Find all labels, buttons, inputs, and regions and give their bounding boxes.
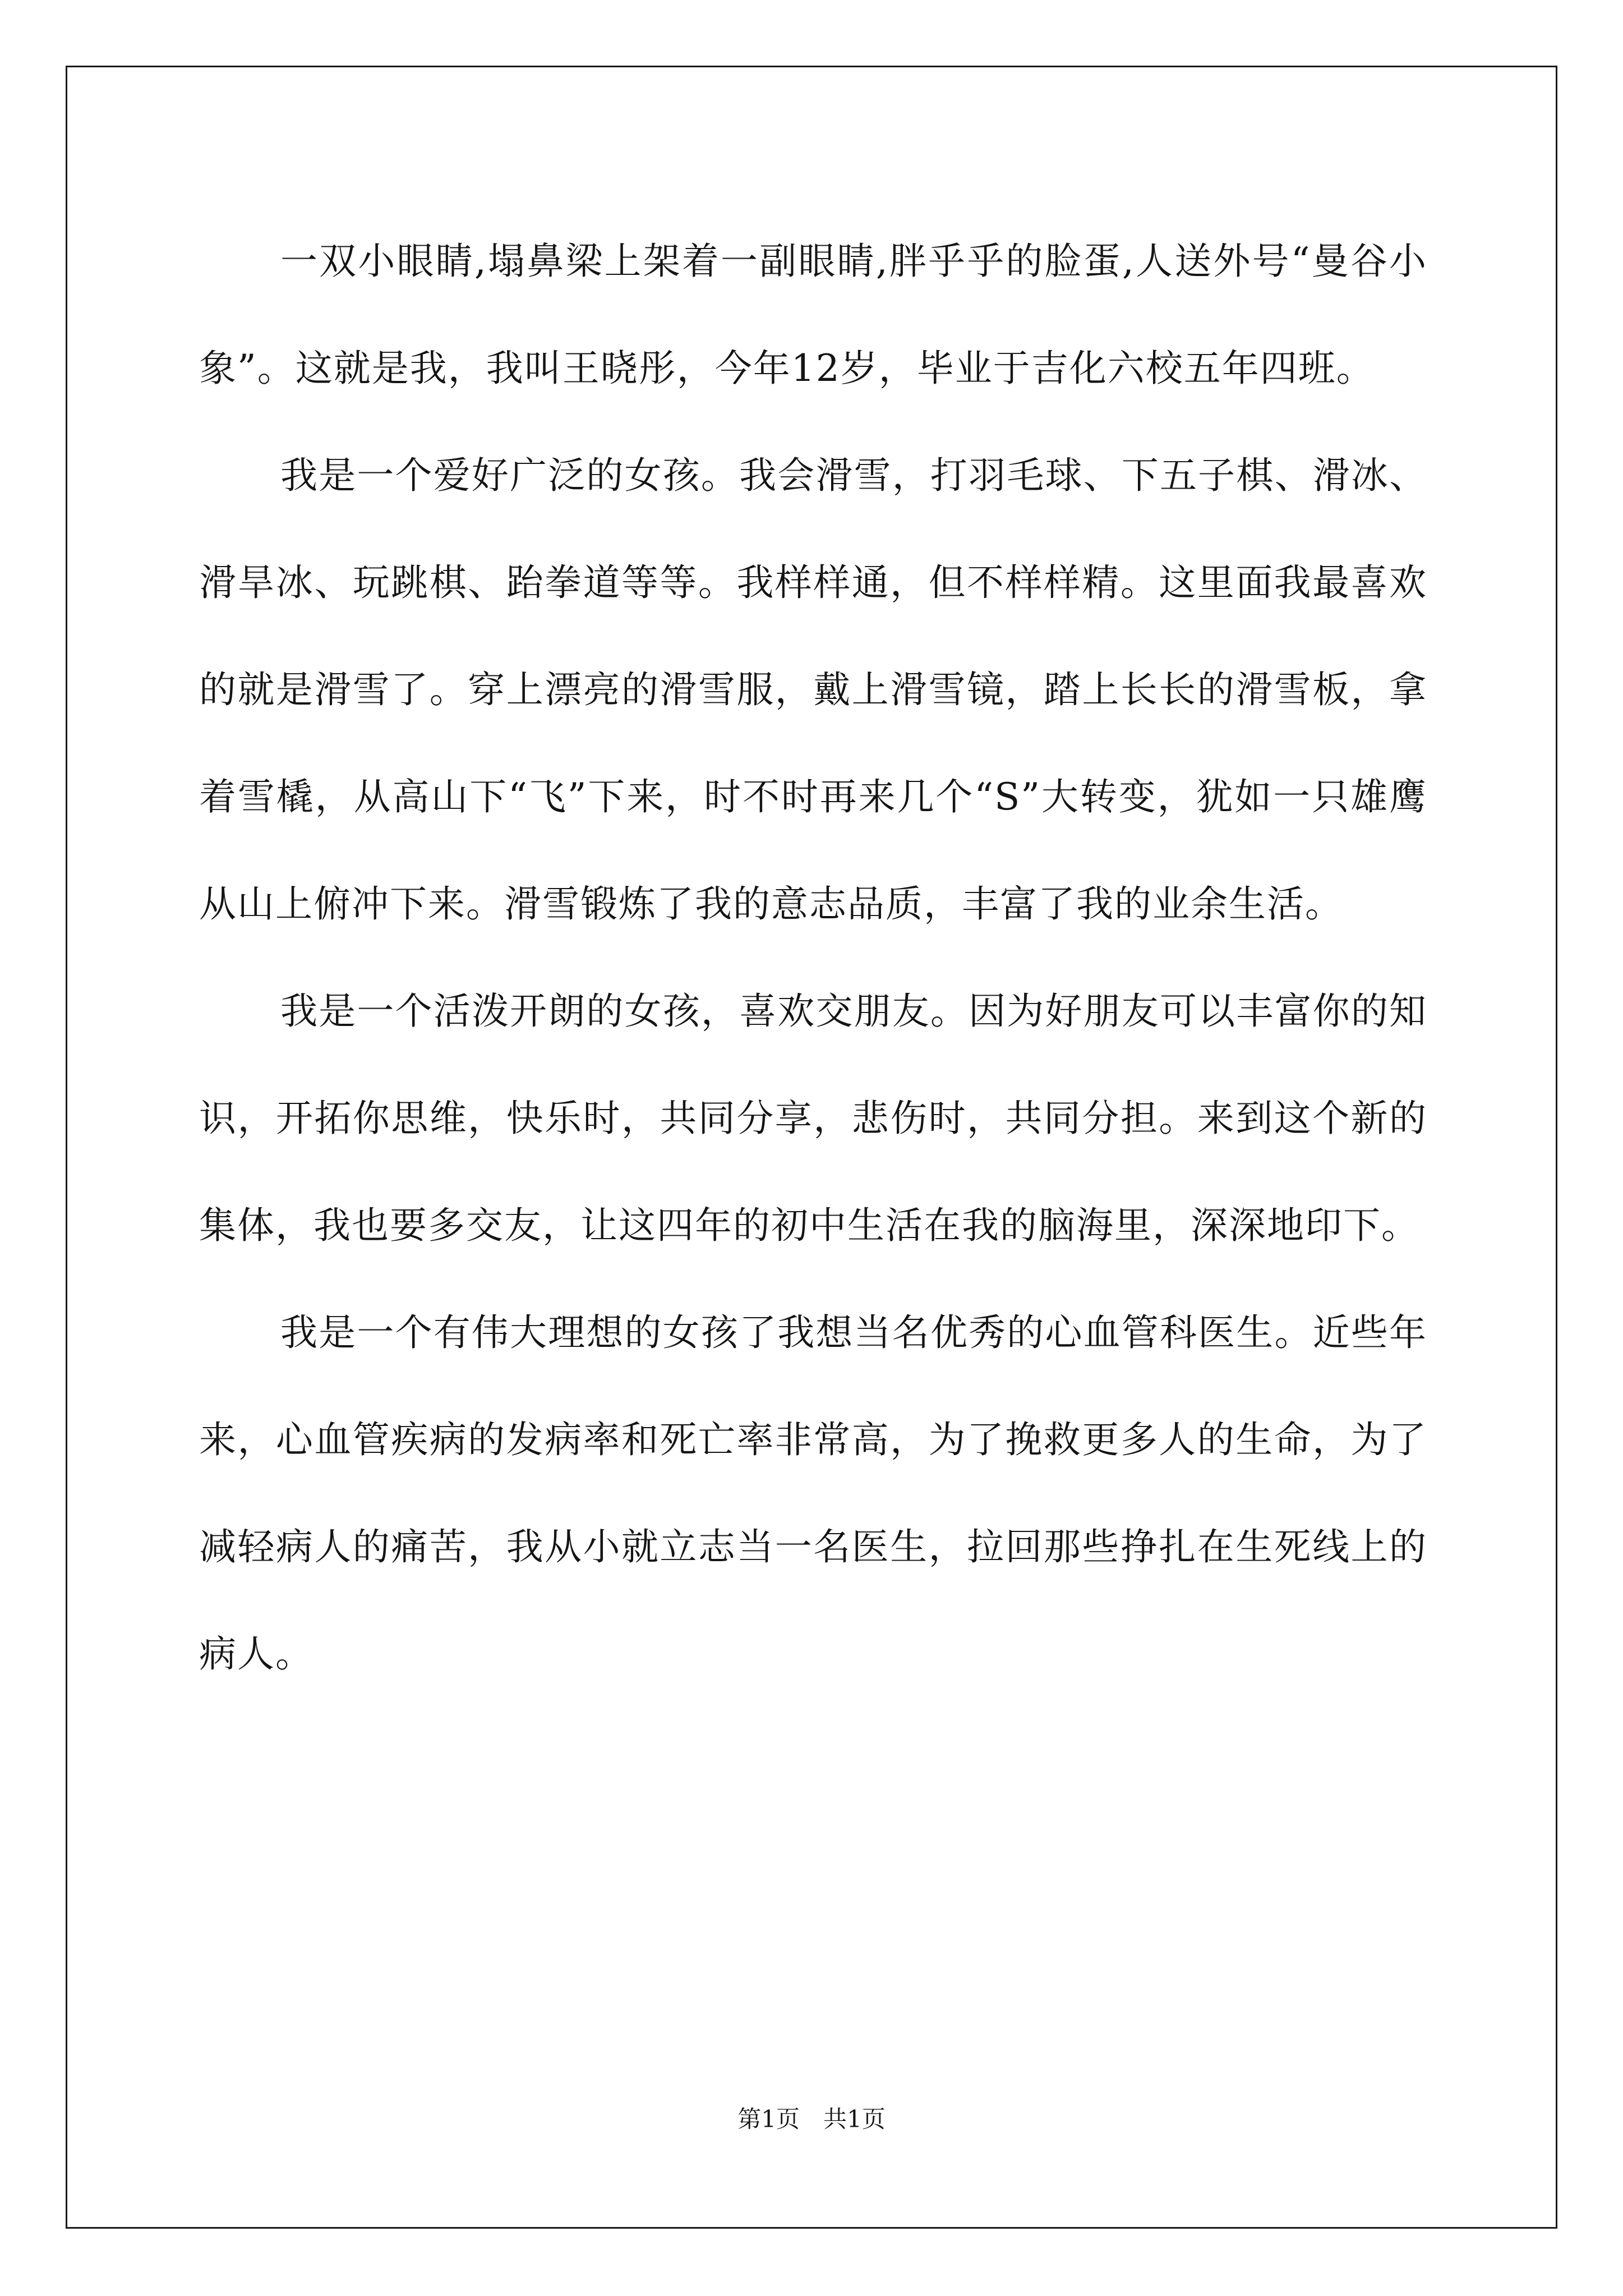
paragraph-hobbies: 我是一个爱好广泛的女孩。我会滑雪，打羽毛球、下五子棋、滑冰、滑旱冰、玩跳棋、跆拳道等等。我样样通，但不样样精。这里面我最喜欢的就是滑雪了。穿上漂亮的滑雪服，戴上滑雪镜，踏上长长的滑雪板，拿着雪橇，从高山下“飞”下来，时不时再来几个“S”大转变，犹如一只雄鹰从山上俯冲下来。滑雪锻炼了我的意志品质，丰富了我的业余生活。 [199, 454, 1427, 926]
paragraph-ambition: 我是一个有伟大理想的女孩了我想当名优秀的心血管科医生。近些年来，心血管疾病的发病率和死亡率非常高，为了挽救更多人的生命，为了减轻病人的痛苦，我从小就立志当一名医生，拉回那些挣扎在生死线上的病人。 [199, 1311, 1427, 1676]
document-body [199, 208, 1427, 1708]
paragraph-friends: 我是一个活泼开朗的女孩，喜欢交朋友。因为好朋友可以丰富你的知识，开拓你思维，快乐时，共同分享，悲伤时，共同分担。来到这个新的集体，我也要多交友，让这四年的初中生活在我的脑海里，深深地印下。 [199, 990, 1427, 1247]
paragraph-intro: 一双小眼睛,塌鼻梁上架着一副眼睛,胖乎乎的脸蛋,人送外号“曼谷小象”。这就是我，我叫王晓彤，今年12岁，毕业于吉化六校五年四班。 [199, 240, 1427, 390]
page-number-footer: 第1页 共1页 [737, 2105, 886, 2133]
